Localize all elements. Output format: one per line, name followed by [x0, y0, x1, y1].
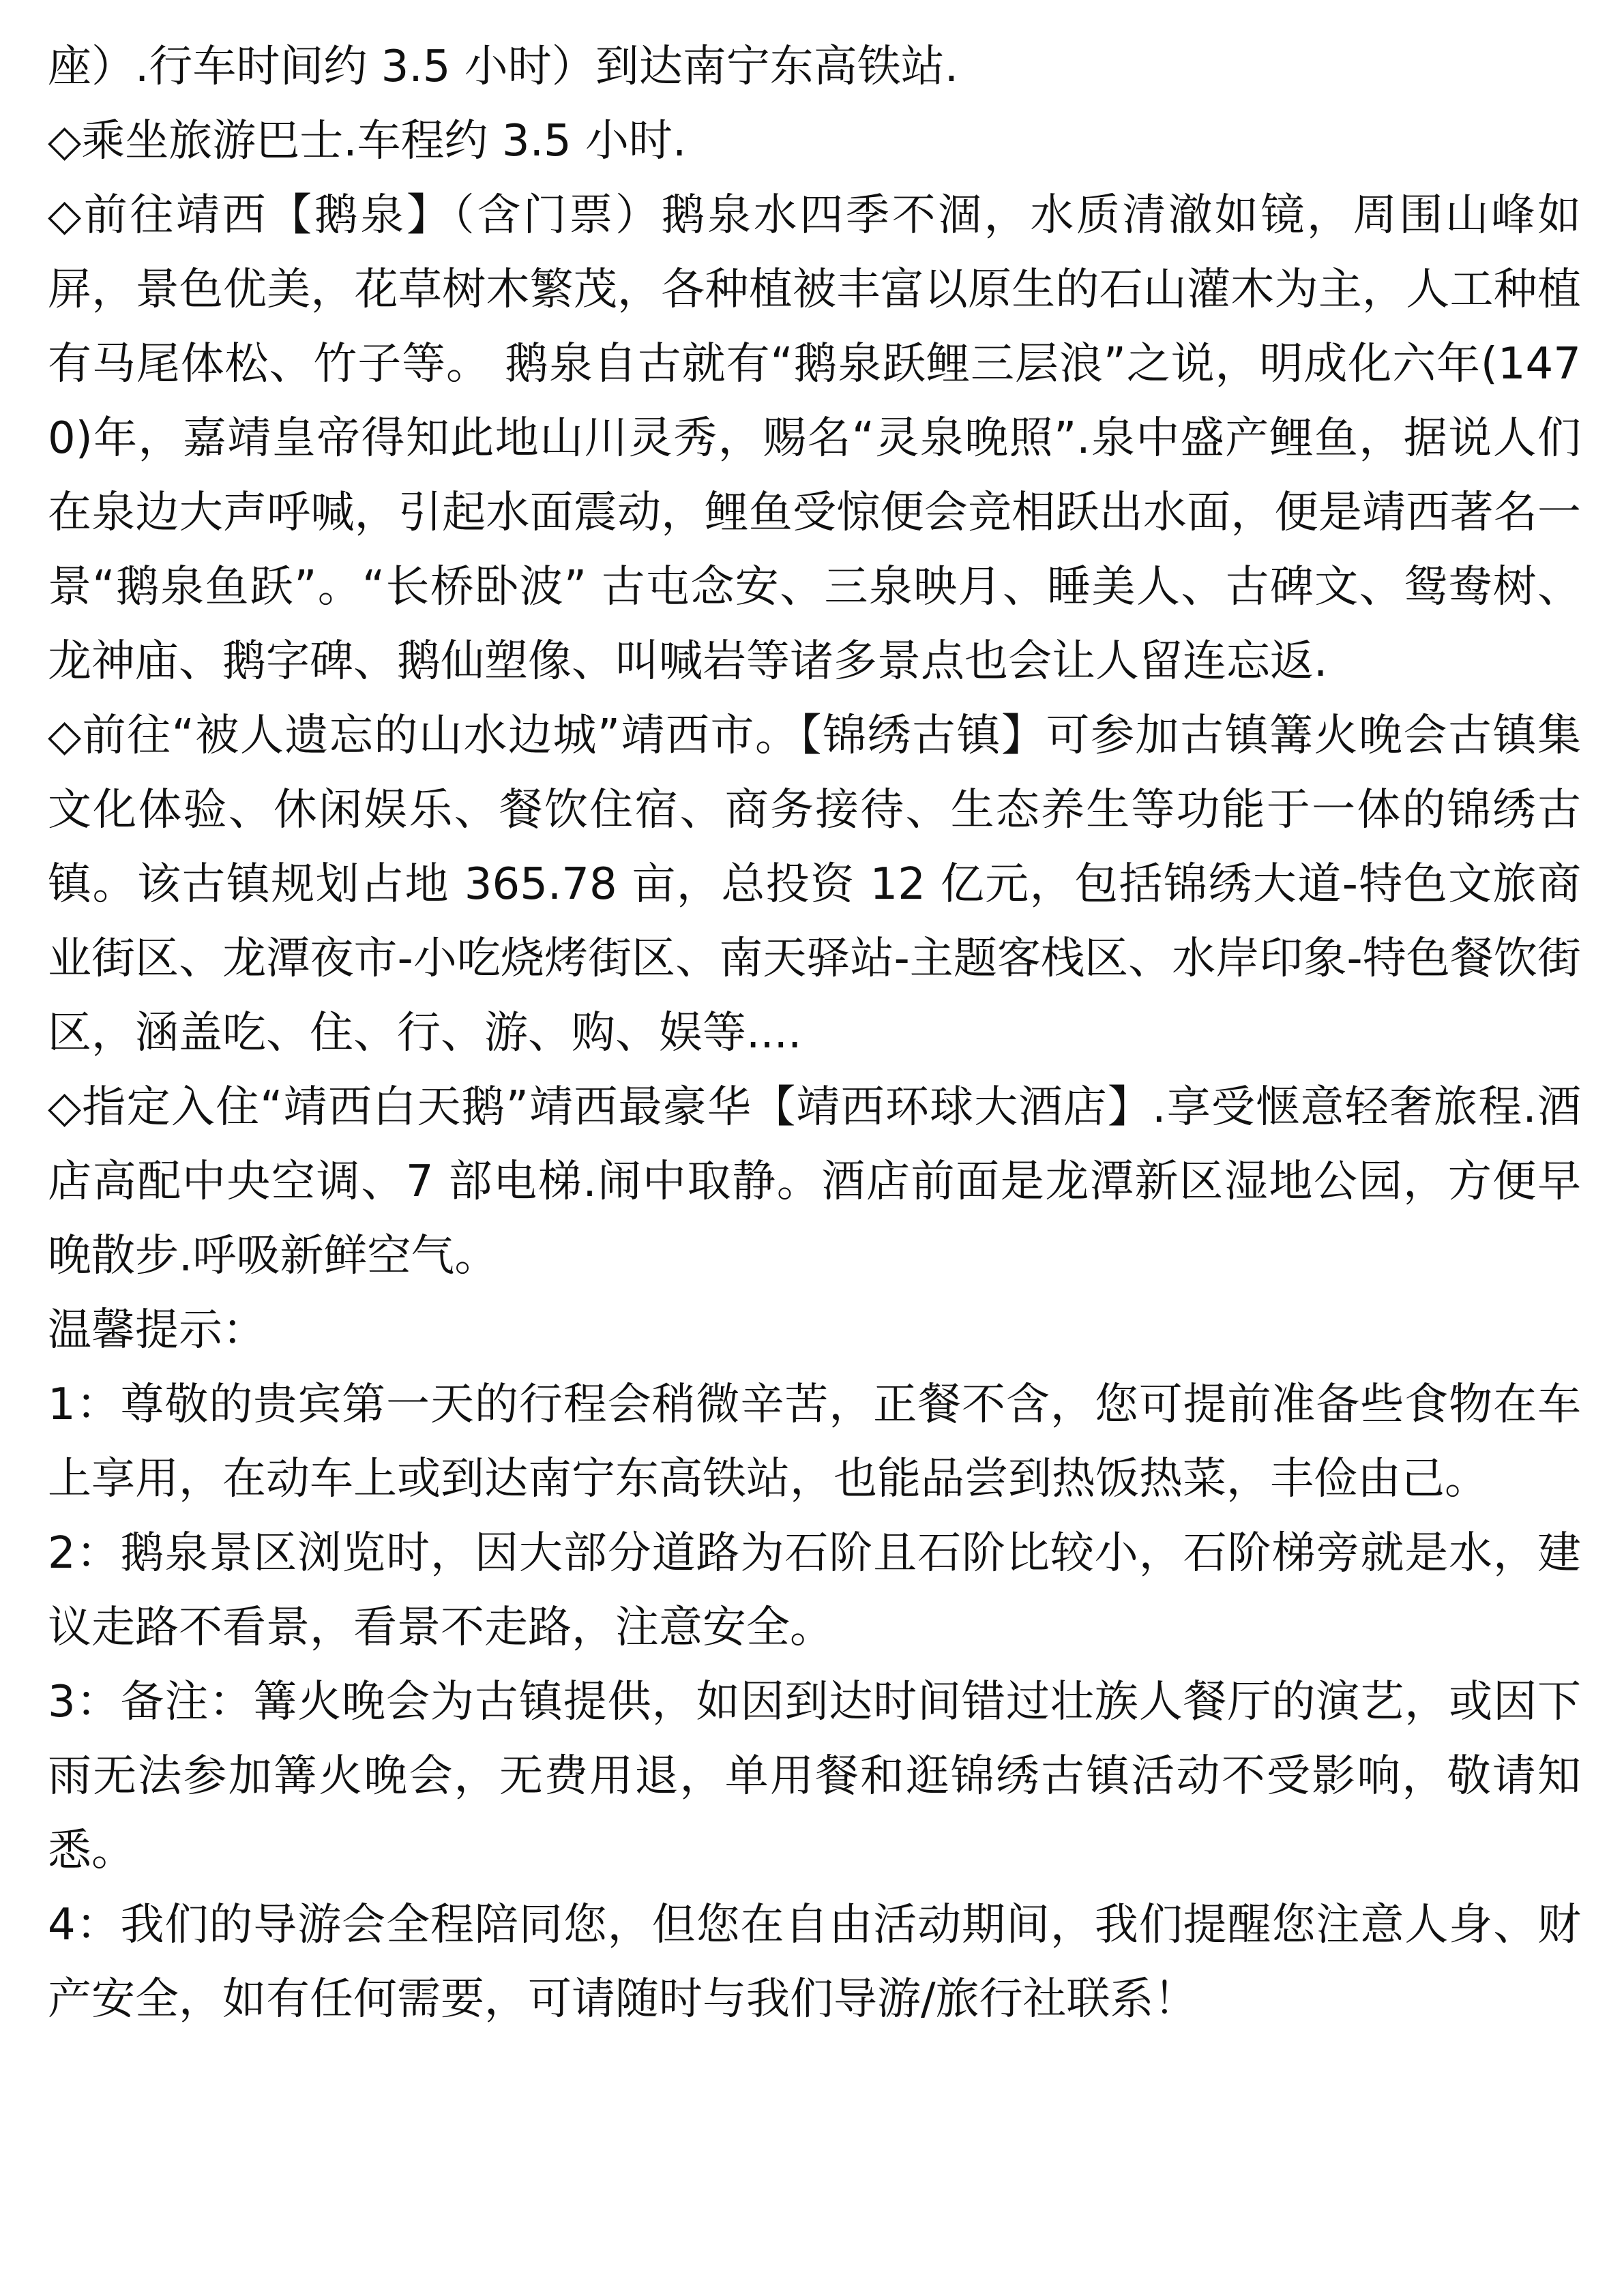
- paragraph-hotel: ◇指定入住“靖西白天鹅”靖西最豪华【靖西环球大酒店】.享受惬意轻奢旅程.酒店高配中央空调、7 部电梯.闹中取静。酒店前面是龙潭新区湿地公园，方便早晚散步.呼吸新鲜空气。: [48, 1082, 1581, 1281]
- paragraph-jinxiu-town: ◇前往“被人遗忘的山水边城”靖西市。【锦绣古镇】可参加古镇篝火晚会古镇集文化体验、休闲娱乐、餐饮住宿、商务接待、生态养生等功能于一体的锦绣古镇。该古镇规划占地 365.78 亩，总投资 12 亿元，包括锦绣大道-特色文旅商业街区、龙潭夜市-小吃烧烤街区、南天驿站-主题客栈区、水岸印象-特色餐饮街区，涵盖吃、住、行、游、购、娱等....: [48, 711, 1581, 1058]
- paragraph-bus: ◇乘坐旅游巴士.车程约 3.5 小时.: [48, 116, 687, 166]
- tip-item-1: 1：尊敬的贵宾第一天的行程会稍微辛苦，正餐不含，您可提前准备些食物在车上享用，在动车上或到达南宁东高铁站，也能品尝到热饭热菜，丰俭由己。: [48, 1380, 1581, 1504]
- tip-item-2: 2：鹅泉景区浏览时，因大部分道路为石阶且石阶比较小，石阶梯旁就是水，建议走路不看景，看景不走路，注意安全。: [48, 1528, 1581, 1653]
- paragraph-arrival: 座）.行车时间约 3.5 小时）到达南宁东高铁站.: [48, 42, 959, 92]
- tip-item-3: 3：备注：篝火晚会为古镇提供，如因到达时间错过壮族人餐厅的演艺，或因下雨无法参加篝火晚会，无费用退，单用餐和逛锦绣古镇活动不受影响，敬请知悉。: [48, 1677, 1581, 1876]
- tip-item-4: 4：我们的导游会全程陪同您，但您在自由活动期间，我们提醒您注意人身、财产安全，如有任何需要，可请随时与我们导游/旅行社联系！: [48, 1900, 1581, 2025]
- tips-heading: 温馨提示：: [48, 1305, 266, 1356]
- document-body: [48, 30, 1581, 2037]
- paragraph-equan-spring: ◇前往靖西【鹅泉】（含门票）鹅泉水四季不涸，水质清澈如镜，周围山峰如屏，景色优美，花草树木繁茂，各种植被丰富以原生的石山灌木为主，人工种植有马尾体松、竹子等。 鹅泉自古就有“鹅泉跃鲤三层浪”之说，明成化六年(1470)年，嘉靖皇帝得知此地山川灵秀，赐名“灵泉晚照”.泉中盛产鲤鱼，据说人们在泉边大声呼喊，引起水面震动，鲤鱼受惊便会竞相跃出水面，便是靖西著名一景“鹅泉鱼跃”。“长桥卧波” 古屯念安、三泉映月、睡美人、古碑文、鸳鸯树、龙神庙、鹅字碑、鹅仙塑像、叫喊岩等诸多景点也会让人留连忘返.: [48, 190, 1581, 687]
